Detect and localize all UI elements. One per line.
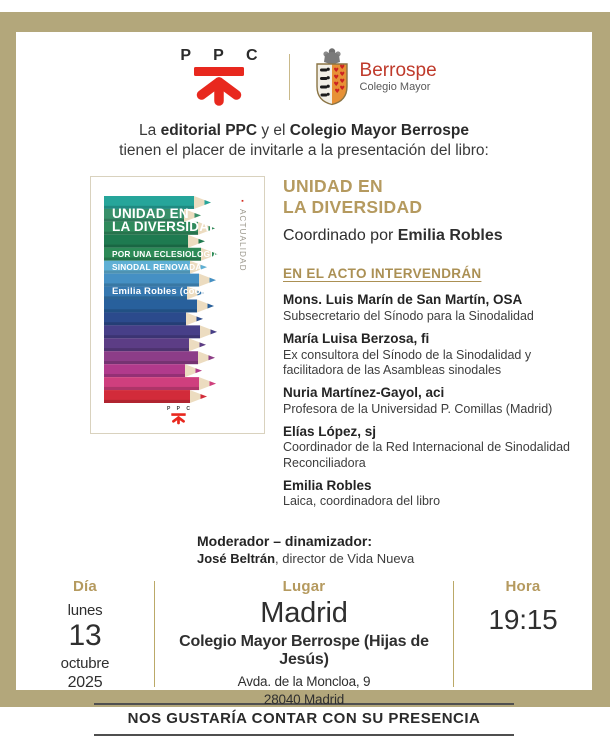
place-city: Madrid <box>260 596 348 629</box>
speaker-item: María Luisa Berzosa, fi Ex consultora del Sínodo de la Sinodalidad y facilitadora de las Asambleas sinodales <box>283 330 532 377</box>
speaker-item: Emilia Robles Laica, coordinadora del libro <box>283 477 441 509</box>
speakers-list <box>283 291 578 509</box>
place-column <box>155 577 453 707</box>
place-venue: Colegio Mayor Berrospe (Hijas de Jesús) <box>179 632 429 668</box>
moderator-block <box>197 533 592 566</box>
book-title: UNIDAD EN LA DIVERSIDAD <box>283 175 423 217</box>
berrospe-crest-icon <box>312 47 352 107</box>
day-column <box>16 578 154 690</box>
cover-spine-strip <box>232 196 253 403</box>
invitation-line2: tienen el placer de invitarle a la presentación del libro: <box>119 142 489 160</box>
ppc-tree-mini-icon <box>171 413 186 425</box>
cover-subtitle: POR UNA ECLESIOLOGÍA SINODAL RENOVADA <box>112 248 219 272</box>
place-postal-city: 28040 Madrid <box>263 691 345 707</box>
moderator-label: Moderador – dinamizador: <box>197 532 373 549</box>
book-cover-image <box>104 196 232 403</box>
ppc-logo <box>171 47 266 107</box>
day-month: octubre <box>60 655 110 673</box>
gold-frame <box>0 12 610 727</box>
book-cover <box>90 176 265 434</box>
berrospe-logo <box>312 47 437 107</box>
svg-text:♥: ♥ <box>339 64 345 71</box>
event-details <box>16 577 592 707</box>
invitation-card <box>16 32 592 727</box>
place-address: Avda. de la Moncloa, 9 <box>237 673 371 689</box>
day-label: Día <box>73 577 97 595</box>
speaker-item: Elías López, sj Coordinador de la Red Internacional de Sinodalidad Reconciliadora <box>283 423 571 470</box>
berrospe-subtitle: Colegio Mayor <box>359 80 431 93</box>
ppc-tree-icon <box>193 67 245 107</box>
svg-text:♥: ♥ <box>333 74 339 81</box>
svg-text:♥: ♥ <box>334 88 340 95</box>
cover-title: UNIDAD EN LA DIVERSIDAD <box>112 205 220 235</box>
cover-publisher-logo: P P C <box>104 406 253 430</box>
place-label: Lugar <box>282 577 326 595</box>
time-column <box>454 578 592 690</box>
time-label: Hora <box>505 577 541 595</box>
cover-author: Emilia Robles (coord.) <box>112 285 217 297</box>
invitation-text <box>16 121 592 162</box>
speaker-item: Nuria Martínez-Gayol, aci Profesora de la Universidad P. Comillas (Madrid) <box>283 385 553 416</box>
spine-mark-icon: ▪ <box>241 197 244 205</box>
invitation-line1: La editorial PPC y el Colegio Mayor Berrospe <box>139 122 469 139</box>
spine-collection-label: ACTUALIDAD <box>238 208 247 272</box>
svg-text:♥: ♥ <box>333 81 339 88</box>
time-value: 19:15 <box>488 603 558 635</box>
ppc-logo-letters: P P C <box>180 47 267 64</box>
speakers-heading: EN EL ACTO INTERVENDRÁN <box>283 266 482 282</box>
speaker-item: Mons. Luis Marín de San Martín, OSA Subsecretario del Sínodo para la Sinodalidad <box>283 292 534 323</box>
svg-text:♥: ♥ <box>339 85 345 92</box>
svg-text:♥: ♥ <box>339 71 345 78</box>
coordinator-line: Coordinado por Emilia Robles <box>283 227 503 245</box>
day-number: 13 <box>68 618 102 652</box>
svg-text:♥: ♥ <box>333 67 339 74</box>
day-year: 2025 <box>67 674 103 692</box>
closing-message: NOS GUSTARÍA CONTAR CON SU PRESENCIA <box>94 703 514 736</box>
svg-text:♥: ♥ <box>339 78 345 85</box>
logo-divider <box>289 54 290 100</box>
berrospe-name: Berrospe <box>359 60 437 82</box>
day-weekday: lunes <box>67 601 103 619</box>
moderator-line: José Beltrán, director de Vida Nueva <box>197 550 415 566</box>
header-logos <box>16 45 592 109</box>
